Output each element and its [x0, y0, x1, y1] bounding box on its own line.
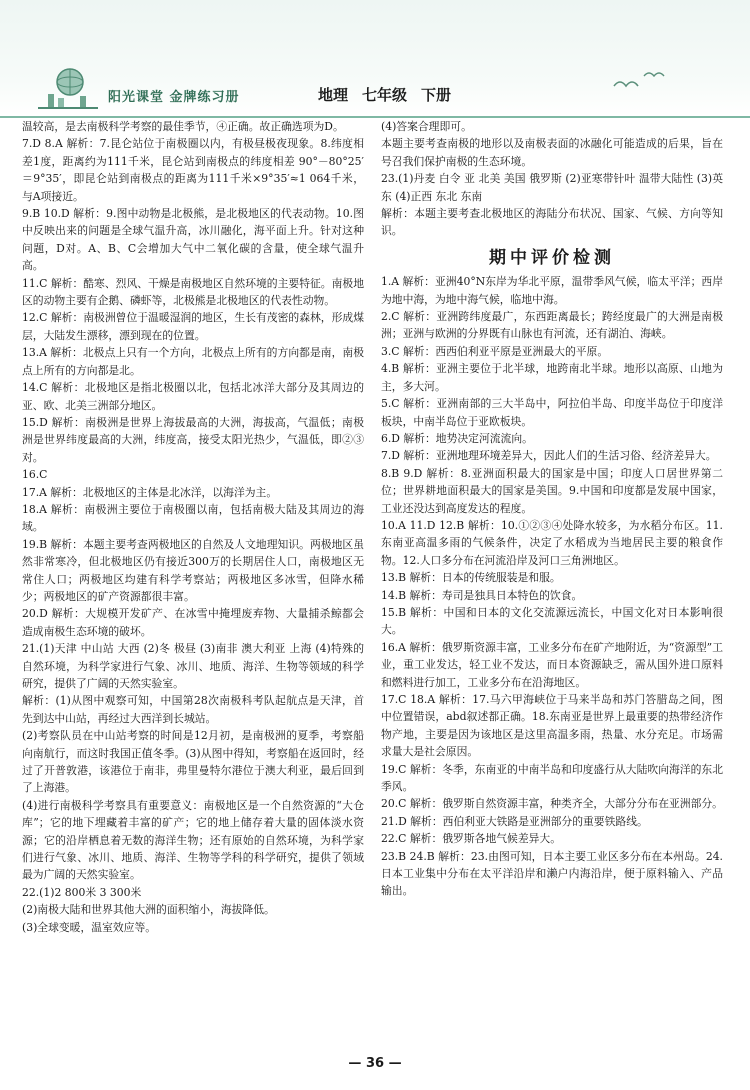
- answer-paragraph: 13.B 解析：日本的传统服装是和服。: [381, 571, 561, 585]
- subject-label: 地理: [318, 86, 349, 104]
- section-title: 期中评价检测: [489, 247, 615, 268]
- answer-paragraph: 7.D 8.A 解析：7.昆仑站位于南极圈以内，有极昼极夜现象。8.纬度相差1度，距离约为111千米，昆仑站到南极点的纬度相差 90°－80°25′＝9°35′，即昆仑站到南极点的距离为111千米×9°35′≈1 064千米，与A项接近。: [22, 137, 364, 203]
- answer-paragraph: 19.C 解析：冬季，东南亚的中南半岛和印度盛行从大陆吹向海洋的东北季风。: [381, 762, 723, 794]
- page-header: [0, 0, 750, 118]
- answer-paragraph: 14.C 解析：北极地区是指北极圈以北，包括北冰洋大部分及其周边的亚、欧、北美三洲部分地区。: [22, 381, 364, 412]
- answer-paragraph: 温较高，是去南极科学考察的最佳季节，④正确。故正确选项为D。: [22, 120, 344, 133]
- answer-paragraph: 2.C 解析：亚洲跨纬度最广，东西距离最长；跨经度最广的大洲是南极洲；亚洲与欧洲的分界既有山脉也有河流，还有湖泊、海峡。: [381, 310, 723, 341]
- answer-paragraph: 3.C 解析：西西伯利亚平原是亚洲最大的平原。: [381, 344, 609, 358]
- answer-paragraph: 17.A 解析：北极地区的主体是北冰洋，以海洋为主。: [22, 485, 278, 499]
- answer-paragraph: 15.B 解析：中国和日本的文化交流源远流长，中国文化对日本影响很大。: [381, 605, 723, 637]
- answer-paragraph: 19.B 解析：本题主要考查两极地区的自然及人文地理知识。两极地区虽然非常寒冷，但北极地区仍有接近300万的长期居住人口，南极地区无常住人口；两极地区均建有科学考察站；两极地区多冰雪，但降水稀少；两极地区的矿产资源都很丰富。: [22, 537, 364, 603]
- answer-paragraph: 11.C 解析：酷寒、烈风、干燥是南极地区自然环境的主要特征。南极地区的动物主要有企鹅、磷虾等，北极熊是北极地区的代表性动物。: [22, 276, 364, 308]
- answer-paragraph: 22.(1)2 800米 3 300米: [22, 885, 142, 899]
- right-column: [381, 118, 723, 900]
- answer-paragraph: (4)进行南极科学考察具有重要意义：南极地区是一个自然资源的“大仓库”；它的地下埋藏着丰富的矿产；它的地上储存着大量的固体淡水资源；它的沿岸栖息着无数的海洋生物；还有原始的自然环境，为科学家们进行气象、冰川、地质、海洋、生物等学科的科学研究，提供了领域最为广阔的天然实验室。: [22, 798, 364, 882]
- answer-paragraph: 15.D 解析：南极洲是世界上海拔最高的大洲，海拔高，气温低；南极洲是世界纬度最高的大洲，纬度高，接受太阳光热少，气温低，即②③对。: [22, 415, 364, 464]
- answer-paragraph: (2)南极大陆和世界其他大洲的面积缩小，海拔降低。: [22, 903, 275, 917]
- answer-paragraph: 12.C 解析：南极洲曾位于温暖湿润的地区，生长有茂密的森林，形成煤层，大陆发生漂移，漂到现在的位置。: [22, 311, 364, 342]
- globe-logo-icon: [36, 64, 100, 110]
- answer-paragraph: 本题主要考查南极的地形以及南极表面的冰融化可能造成的后果，旨在号召我们保护南极的生态环境。: [381, 137, 723, 168]
- answer-paragraph: 20.C 解析：俄罗斯自然资源丰富，种类齐全，大部分分布在亚洲部分。: [381, 797, 723, 811]
- answer-paragraph: 14.B 解析：寿司是独具日本特色的饮食。: [381, 588, 583, 602]
- grade-label: 七年级: [362, 86, 408, 104]
- brand-title: 阳光课堂 金牌练习册: [108, 90, 240, 105]
- answer-paragraph: (3)全球变暖，温室效应等。: [22, 920, 157, 934]
- answer-paragraph: 解析：(1)从图中观察可知，中国第28次南极科考队起航点是天津，首先到达中山站，再经过大西洋到长城站。: [22, 694, 364, 725]
- answer-paragraph: 解析：本题主要考查北极地区的海陆分布状况、国家、气候、方向等知识。: [381, 207, 723, 238]
- birds-icon: [610, 66, 670, 96]
- answer-paragraph: 10.A 11.D 12.B 解析：10.①②③④处降水较多，为水稻分布区。11.东南亚高温多雨的气候条件，决定了水稻成为当地居民主要的粮食作物。12.人口多分布在河流沿岸及河口三角洲地区。: [381, 518, 723, 567]
- book-info: [318, 84, 451, 105]
- answer-paragraph: 7.D 解析：亚洲地理环境差异大，因此人们的生活习俗、经济差异大。: [381, 449, 717, 463]
- answer-paragraph: 16.C: [22, 468, 48, 482]
- answer-paragraph: 1.A 解析：亚洲40°N东岸为华北平原，温带季风气候，临太平洋；西岸为地中海，为地中海气候，临地中海。: [381, 275, 723, 306]
- answer-paragraph: 8.B 9.D 解析：8.亚洲面积最大的国家是中国；印度人口居世界第二位；世界耕地面积最大的国家是美国。9.中国和印度都是发展中国家，工业还没达到高度发达的程度。: [381, 466, 723, 515]
- answer-paragraph: (2)考察队员在中山站考察的时间是12月初，是南极洲的夏季，考察船向南航行，而这时我国正值冬季。(3)从图中得知，考察船在返回时，经过了开普敦港，该港位于南非，弗里曼特尔港位于澳大利亚，最后回到了上海港。: [22, 729, 364, 795]
- answer-paragraph: 18.A 解析：南极洲主要位于南极圈以南，包括南极大陆及其周边的海域。: [22, 502, 364, 534]
- answer-paragraph: 16.A 解析：俄罗斯资源丰富，工业多分布在矿产地附近，为“资源型”工业，重工业发达，轻工业不发达，而日本资源缺乏，需从国外进口原料和燃料进行加工，工业多分布在沿海地区。: [381, 640, 723, 689]
- answer-paragraph: 23.B 24.B 解析：23.由图可知，日本主要工业区多分布在本州岛。24.日本工业集中分布在太平洋沿岸和濑户内海沿岸，便于原料输入、产品输出。: [381, 849, 723, 898]
- answer-paragraph: 9.B 10.D 解析：9.图中动物是北极熊，是北极地区的代表动物。10.图中反映出来的问题是全球气温升高，冰川融化，海平面上升。针对这种问题，D对。A、B、C会增加大气中二氧化碳的含量，使全球气温升高。: [22, 207, 364, 273]
- answer-paragraph: 17.C 18.A 解析：17.马六甲海峡位于马来半岛和苏门答腊岛之间，图中位置错误，abd叙述都正确。18.东南亚是世界上最重要的热带经济作物产地，主要是因为该地区是这里高温多雨，热量、水分充足。市场需求量大是社会原因。: [381, 693, 723, 759]
- answer-paragraph: 22.C 解析：俄罗斯各地气候差异大。: [381, 832, 562, 846]
- answer-paragraph: 21.D 解析：西伯利亚大铁路是亚洲部分的重要铁路线。: [381, 814, 648, 828]
- answer-paragraph: 13.A 解析：北极点上只有一个方向，北极点上所有的方向都是南，南极点上所有的方向都是北。: [22, 346, 364, 377]
- answer-paragraph: 20.D 解析：大规模开发矿产、在冰雪中掩埋废弃物、大量捕杀鲸都会造成南极生态环境的破坏。: [22, 607, 364, 638]
- left-column: [22, 118, 364, 936]
- page-number: — 36 —: [348, 1056, 402, 1071]
- answer-paragraph: 5.C 解析：亚洲南部的三大半岛中，阿拉伯半岛、印度半岛位于印度洋板块，中南半岛位于亚欧板块。: [381, 397, 723, 428]
- answer-paragraph: (4)答案合理即可。: [381, 120, 472, 133]
- answer-paragraph: 4.B 解析：亚洲主要位于北半球，地跨南北半球。地形以高原、山地为主，多大河。: [381, 362, 723, 393]
- answer-paragraph: 6.D 解析：地势决定河流流向。: [381, 431, 533, 445]
- answer-paragraph: 21.(1)天津 中山站 大西 (2)冬 极昼 (3)南非 澳大利亚 上海 (4)特殊的自然环境，为科学家进行气象、冰川、地质、海洋、生物等领域的科学研究，提供了广阔的天然实验室。: [22, 642, 364, 690]
- volume-label: 下册: [421, 86, 452, 104]
- answer-paragraph: 23.(1)丹麦 白令 亚 北美 美国 俄罗斯 (2)亚寒带针叶 温带大陆性 (3)英 东 (4)正西 东北 东南: [381, 172, 723, 203]
